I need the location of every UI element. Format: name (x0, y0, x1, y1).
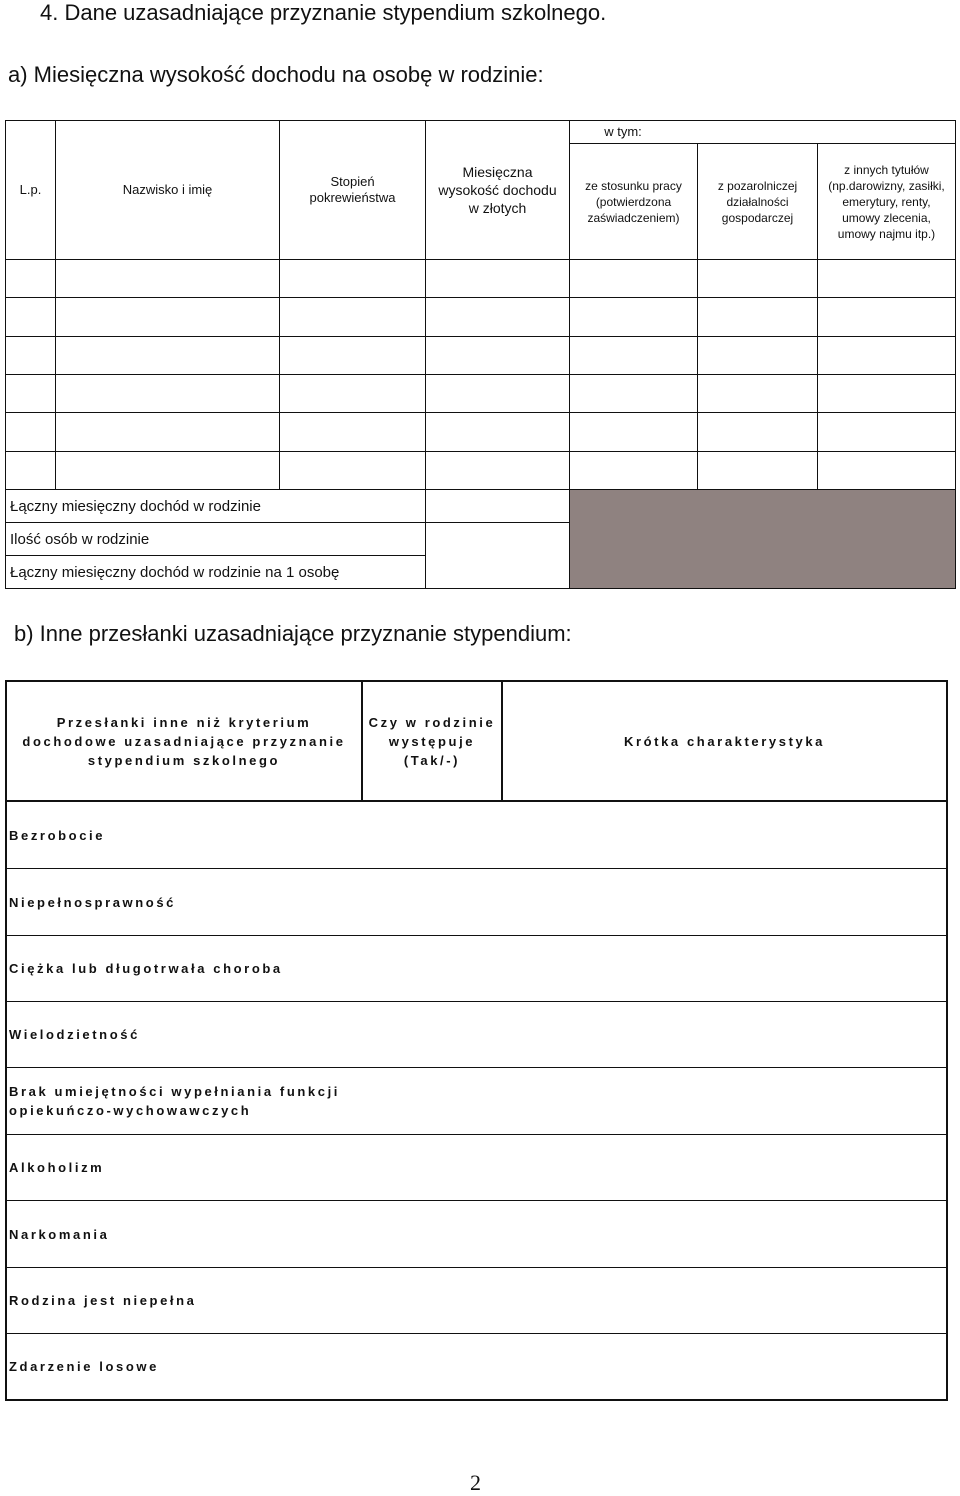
row-unemployment: Bezrobocie (9, 827, 106, 843)
row-disability: Niepełnosprawność (9, 894, 177, 910)
row-incomplete-family: Rodzina jest niepełna (9, 1293, 197, 1308)
col-other-header: z innych tytułów (np.darowizny, zasiłki, emerytury, renty, umowy zlecenia, umowy najmu itp.) (828, 162, 945, 241)
total-income-label: Łączny miesięczny dochód w rodzinie (10, 497, 261, 515)
persons-label: Ilość osób w rodzinie (10, 530, 150, 548)
row-large-family: Wielodzietność (9, 1027, 140, 1042)
w-tym-label: w tym: (604, 124, 642, 139)
col-relation-header: Stopień pokrewieństwa (309, 174, 396, 205)
shaded-cell (570, 490, 955, 588)
col-work-header: ze stosunku pracy (potwierdzona zaświadczeniem) (585, 178, 682, 225)
row-illness: Ciężka lub długotrwała choroba (9, 961, 283, 976)
col-business-header: z pozarolniczej działalności gospodarczej (717, 178, 798, 225)
col-premise-header: Przesłanki inne niż kryterium dochodowe uzasadniające przyznanie stypendium szkolnego (22, 714, 346, 768)
form-section-title: 4. Dane uzasadniające przyznanie stypendium szkolnego. (40, 0, 607, 25)
row-drug-addiction: Narkomania (9, 1226, 110, 1242)
section-a-title: a) Miesięczna wysokość dochodu na osobę w rodzinie: (8, 62, 544, 87)
row-alcoholism: Alkoholizm (9, 1160, 105, 1175)
section-b-title: b) Inne przesłanki uzasadniające przyznanie stypendium: (14, 621, 572, 646)
col-lp-header: L.p. (19, 182, 42, 197)
col-name-header: Nazwisko i imię (122, 182, 213, 197)
col-income-header: Miesięczna wysokość dochodu w złotych (438, 164, 557, 216)
row-random-event: Zdarzenie losowe (9, 1359, 159, 1374)
col-occurs-header: Czy w rodzinie występuje (Tak/-) (368, 714, 496, 768)
col-description-header: Krótka charakterystyka (623, 733, 825, 749)
per-person-label: Łączny miesięczny dochód w rodzinie na 1 osobę (10, 563, 340, 581)
row-parenting-skills: Brak umiejętności wypełniania funkcji opiekuńczo-wychowawczych (9, 1084, 340, 1118)
page-number: 2 (470, 1470, 481, 1495)
